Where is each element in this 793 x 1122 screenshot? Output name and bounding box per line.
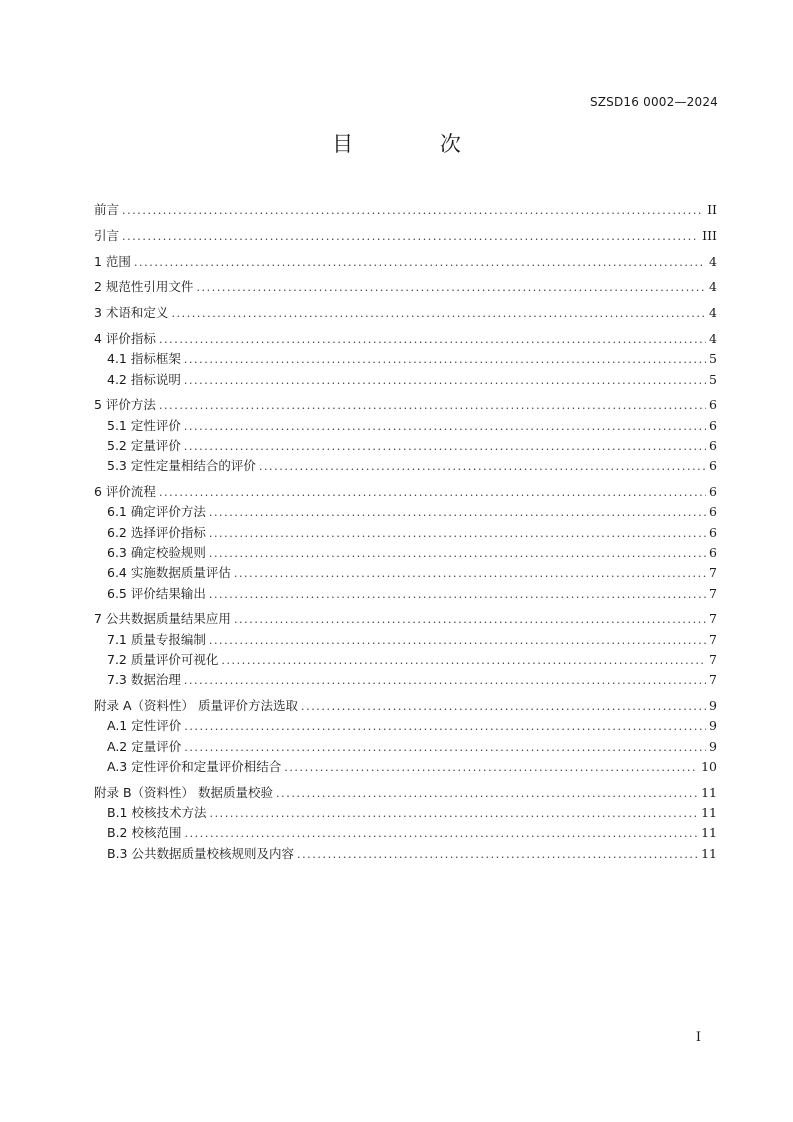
toc-subentry[interactable] [94, 803, 717, 823]
toc-entry-label: 6.3 确定校验规则 [107, 544, 206, 560]
toc-leader-dots [184, 824, 698, 844]
toc-entry[interactable] [94, 277, 717, 297]
toc-entry-label: B.2 校核范围 [107, 825, 182, 841]
toc-page-number: 4 [709, 253, 717, 269]
toc-leader-dots [196, 278, 706, 298]
toc-page-number: 7 [709, 651, 717, 667]
toc-page-number: II [707, 202, 717, 217]
toc-page-number: 6 [709, 397, 717, 413]
toc-page-number: 5 [709, 351, 717, 367]
toc-leader-dots [184, 350, 706, 370]
toc-title: 目 次 [332, 132, 501, 156]
toc-leader-dots [184, 738, 706, 758]
toc-subentry[interactable] [94, 349, 717, 369]
toc-entry-label: 附录 B（资料性） 数据质量校验 [94, 784, 274, 800]
toc-subentry[interactable] [94, 844, 717, 864]
toc-entry-label: 5.3 定性定量相结合的评价 [107, 458, 256, 474]
toc-subentry[interactable] [94, 630, 717, 650]
toc-subentry[interactable] [94, 757, 717, 777]
toc-page-number: 6 [709, 458, 717, 474]
toc-subentry[interactable] [94, 416, 717, 436]
toc-leader-dots [209, 585, 706, 605]
toc-leader-dots [284, 758, 698, 778]
toc-leader-dots [301, 697, 706, 717]
toc-leader-dots [209, 524, 706, 544]
toc-entry[interactable] [94, 696, 717, 716]
toc-page-number: 6 [709, 544, 717, 560]
toc-entry[interactable] [94, 329, 717, 349]
toc-page-number: 6 [709, 417, 717, 433]
toc-entry-label: B.3 公共数据质量校核规则及内容 [107, 845, 294, 861]
toc-entry-label: 前言 [94, 202, 120, 217]
toc-page-number: 6 [709, 524, 717, 540]
toc-leader-dots [122, 201, 704, 221]
toc-page-number: 11 [701, 825, 717, 841]
toc-page-number: 6 [709, 437, 717, 453]
toc-entry-label: 4 评价指标 [94, 330, 156, 346]
toc-entry[interactable] [94, 226, 717, 246]
toc-entry[interactable] [94, 783, 717, 803]
toc-entry-label: 7.1 质量专报编制 [107, 631, 206, 647]
toc-page-number: 9 [709, 738, 717, 754]
toc-entry[interactable] [94, 482, 717, 502]
toc-entry-label: 5.1 定性评价 [107, 417, 181, 433]
toc-page-number: III [702, 227, 717, 243]
toc-page-number: 9 [709, 718, 717, 734]
toc-entry-label: B.1 校核技术方法 [107, 805, 207, 821]
toc-leader-dots [159, 483, 706, 503]
toc-entry-label: 5.2 定量评价 [107, 437, 181, 453]
toc-subentry[interactable] [94, 716, 717, 736]
toc-page-number: 4 [709, 305, 717, 321]
toc-entry-label: 6.4 实施数据质量评估 [107, 565, 231, 581]
toc-entry-label: 4.2 指标说明 [107, 371, 181, 387]
toc-subentry[interactable] [94, 670, 717, 690]
toc-leader-dots [184, 417, 706, 437]
toc-entry-label: 6.2 选择评价指标 [107, 524, 206, 540]
toc-leader-dots [209, 544, 706, 564]
toc-page-number: 4 [709, 330, 717, 346]
toc-page-number: 9 [709, 698, 717, 714]
toc-subentry[interactable] [94, 456, 717, 476]
toc-entry-label: 1 范围 [94, 253, 131, 269]
toc-subentry[interactable] [94, 650, 717, 670]
toc-entry[interactable] [94, 303, 717, 323]
toc-entry-label: 6 评价流程 [94, 484, 156, 500]
toc-page-number: 11 [701, 784, 717, 800]
toc-page-number: 4 [709, 279, 717, 295]
toc-entry-label: 3 术语和定义 [94, 305, 169, 321]
document-code: SZSD16 0002—2024 [589, 95, 718, 109]
toc-leader-dots [209, 631, 706, 651]
toc-entry-label: 4.1 指标框架 [107, 351, 181, 367]
toc-page-number: 7 [709, 565, 717, 581]
toc-entry[interactable] [94, 395, 717, 415]
toc-entry-label: A.3 定性评价和定量评价相结合 [107, 758, 282, 774]
toc-leader-dots [184, 437, 706, 457]
table-of-contents [94, 200, 717, 864]
toc-entry-label: 2 规范性引用文件 [94, 279, 194, 295]
toc-subentry[interactable] [94, 523, 717, 543]
toc-leader-dots [122, 227, 699, 247]
toc-subentry[interactable] [94, 370, 717, 390]
toc-entry-label: 引言 [94, 227, 120, 243]
toc-page-number: 7 [709, 631, 717, 647]
toc-page-number: 5 [709, 371, 717, 387]
toc-leader-dots [209, 804, 698, 824]
toc-entry-label: A.2 定量评价 [107, 738, 182, 754]
toc-entry[interactable] [94, 252, 717, 272]
toc-page-number: 11 [701, 805, 717, 821]
page-number: I [695, 1030, 701, 1045]
toc-page-number: 6 [709, 504, 717, 520]
toc-page-number: 7 [709, 672, 717, 688]
toc-page-number: 6 [709, 484, 717, 500]
toc-leader-dots [159, 330, 706, 350]
toc-page-number: 11 [701, 845, 717, 861]
toc-entry-label: A.1 定性评价 [107, 718, 182, 734]
toc-leader-dots [234, 564, 706, 584]
toc-leader-dots [184, 671, 706, 691]
toc-entry-label: 5 评价方法 [94, 397, 156, 413]
toc-entry[interactable] [94, 200, 717, 220]
toc-entry-label: 附录 A（资料性） 质量评价方法选取 [94, 698, 298, 714]
toc-leader-dots [171, 304, 706, 324]
toc-leader-dots [184, 717, 706, 737]
toc-leader-dots [297, 845, 698, 865]
toc-page-number: 7 [709, 585, 717, 601]
toc-subentry[interactable] [94, 543, 717, 563]
toc-leader-dots [221, 651, 706, 671]
toc-subentry[interactable] [94, 502, 717, 522]
toc-leader-dots [276, 784, 698, 804]
toc-subentry[interactable] [94, 737, 717, 757]
toc-entry-label: 7.3 数据治理 [107, 672, 181, 688]
toc-page-number: 10 [701, 758, 717, 774]
toc-entry[interactable] [94, 609, 717, 629]
toc-subentry[interactable] [94, 823, 717, 843]
toc-entry-label: 6.5 评价结果输出 [107, 585, 206, 601]
toc-subentry[interactable] [94, 584, 717, 604]
toc-leader-dots [184, 371, 706, 391]
toc-entry-label: 6.1 确定评价方法 [107, 504, 206, 520]
toc-page-number: 7 [709, 611, 717, 627]
toc-leader-dots [234, 610, 706, 630]
toc-entry-label: 7 公共数据质量结果应用 [94, 611, 231, 627]
toc-leader-dots [209, 503, 706, 523]
toc-subentry[interactable] [94, 563, 717, 583]
toc-leader-dots [259, 457, 706, 477]
toc-leader-dots [159, 396, 706, 416]
toc-subentry[interactable] [94, 436, 717, 456]
toc-entry-label: 7.2 质量评价可视化 [107, 651, 219, 667]
toc-leader-dots [134, 253, 706, 273]
